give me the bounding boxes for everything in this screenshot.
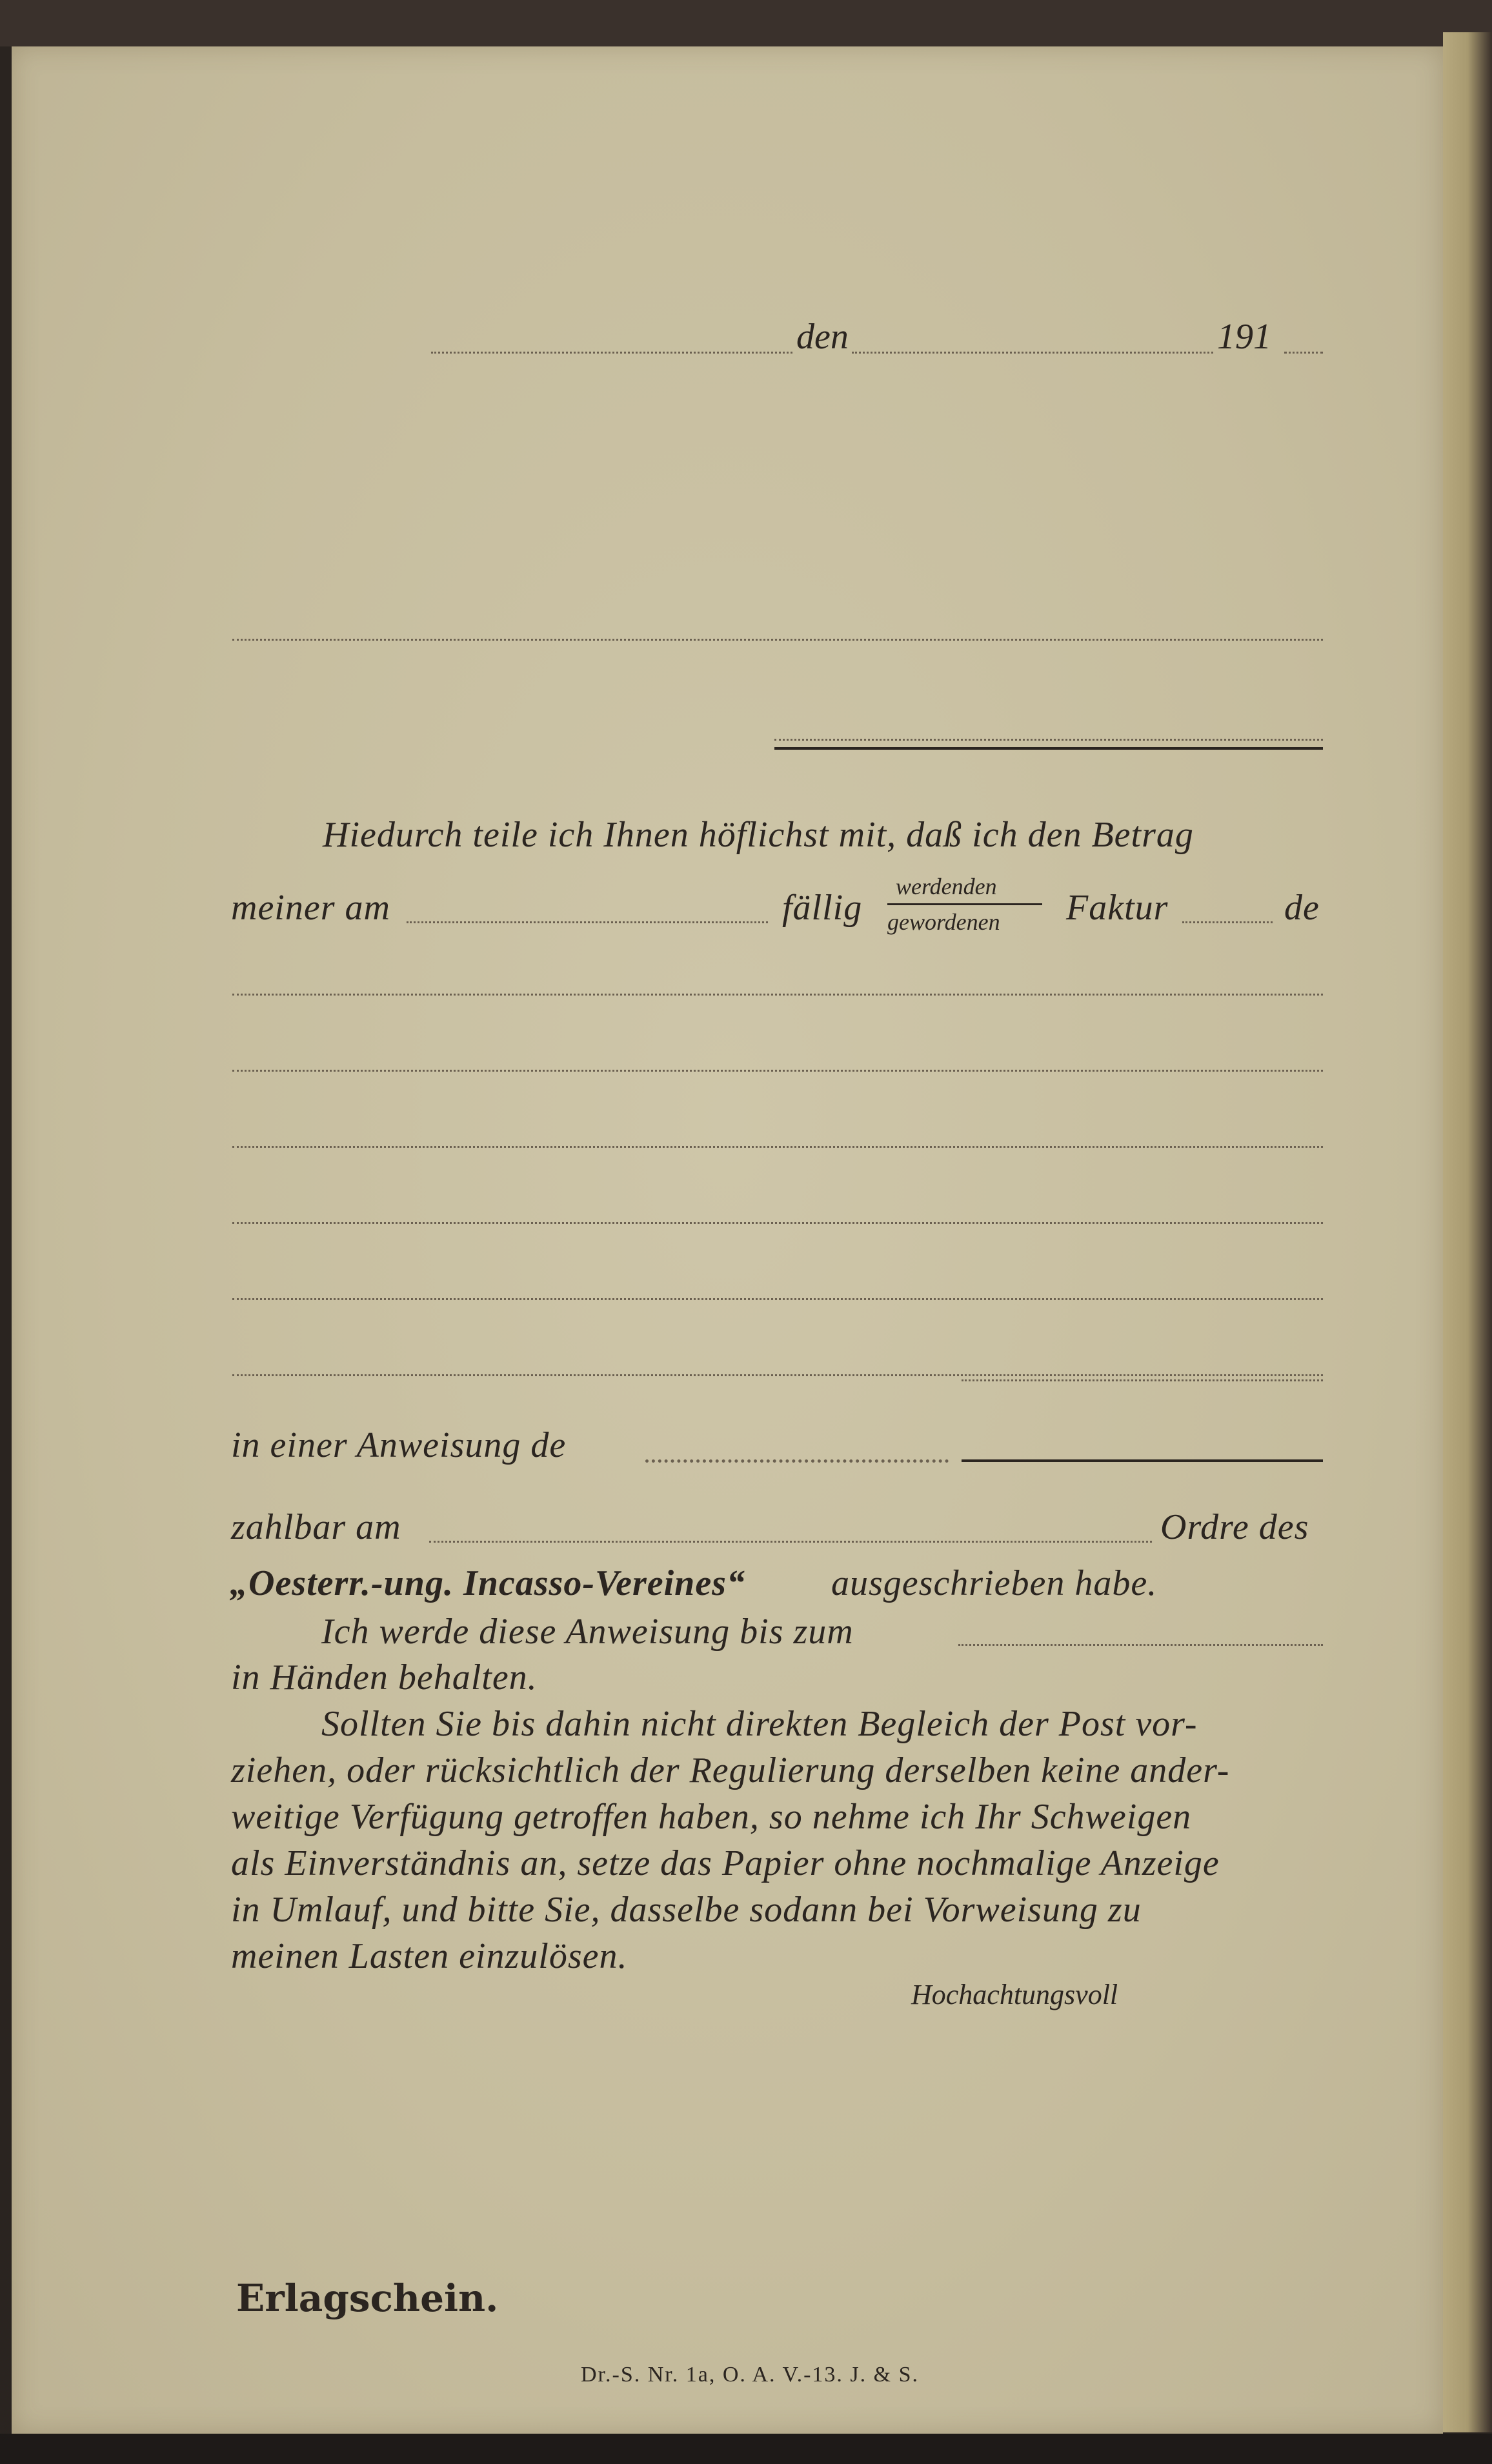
de-label: de: [1284, 888, 1320, 928]
werdenden-label: werdenden: [896, 874, 997, 899]
blank-line-6: [232, 1374, 1323, 1376]
zahlbar-am-label: zahlbar am: [231, 1507, 401, 1547]
paragraph-line-5: in Umlauf, und bitte Sie, dasselbe sodann bei Vorweisung zu: [231, 1890, 1142, 1930]
year-suffix-field: [1284, 352, 1323, 354]
address-field-2: [774, 739, 1323, 741]
blank-line-5: [232, 1298, 1323, 1300]
intro-line-1: Hiedurch teile ich Ihnen höflichst mit, daß ich den Betrag: [323, 815, 1194, 855]
faktur-field: [1182, 921, 1273, 923]
address-rule: [774, 747, 1323, 750]
verein-name: „Oesterr.-ung. Incasso-Vereines“: [230, 1563, 745, 1603]
faktur-label: Faktur: [1066, 888, 1169, 928]
date-field: [852, 352, 1213, 354]
page-edge: [1443, 32, 1492, 2432]
invoice-date-field: [407, 921, 768, 923]
scan-bottom-border: [0, 2434, 1492, 2464]
fraction-bar: [887, 903, 1042, 905]
document-page: [12, 46, 1443, 2434]
erlagschein-title: Erlagschein.: [236, 2276, 499, 2320]
print-mark: Dr.-S. Nr. 1a, O. A. V.-13. J. & S.: [581, 2363, 920, 2387]
anweisung-amount-rule: [962, 1459, 1323, 1462]
bis-zum-field: [958, 1644, 1323, 1646]
amount-dots: [962, 1379, 1323, 1381]
blank-line-1: [232, 994, 1323, 996]
gewordenen-label: gewordenen: [887, 909, 1000, 935]
closing-text: Hochachtungsvoll: [911, 1979, 1118, 2010]
scan-top-border: [0, 0, 1492, 46]
blank-line-2: [232, 1070, 1323, 1072]
in-haenden-text: in Händen behalten.: [231, 1658, 538, 1698]
paragraph-line-3: weitige Verfügung getroffen haben, so nehme ich Ihr Schweigen: [231, 1797, 1192, 1837]
year-label: 191: [1217, 317, 1271, 357]
den-label: den: [796, 317, 849, 357]
faellig-label: fällig: [782, 888, 863, 928]
in-einer-anweisung: in einer Anweisung de: [231, 1425, 567, 1465]
zahlbar-field: [429, 1541, 1152, 1543]
meiner-am-label: meiner am: [231, 888, 390, 928]
ausgeschrieben-text: ausgeschrieben habe.: [831, 1563, 1158, 1603]
blank-line-3: [232, 1146, 1323, 1148]
paragraph-line-2: ziehen, oder rücksichtlich der Regulierung derselben keine ander-: [231, 1750, 1230, 1790]
ordre-des-label: Ordre des: [1160, 1507, 1309, 1547]
address-field-1: [232, 639, 1323, 641]
paragraph-line-6: meinen Lasten einzulösen.: [231, 1936, 628, 1976]
ich-werde-text: Ich werde diese Anweisung bis zum: [321, 1612, 854, 1652]
blank-line-4: [232, 1222, 1323, 1224]
paragraph-line-1: Sollten Sie bis dahin nicht direkten Begleich der Post vor-: [321, 1704, 1198, 1744]
paragraph-line-4: als Einverständnis an, setze das Papier ohne nochmalige Anzeige: [231, 1843, 1220, 1883]
anweisung-dots: [645, 1459, 949, 1463]
place-field: [431, 352, 792, 354]
